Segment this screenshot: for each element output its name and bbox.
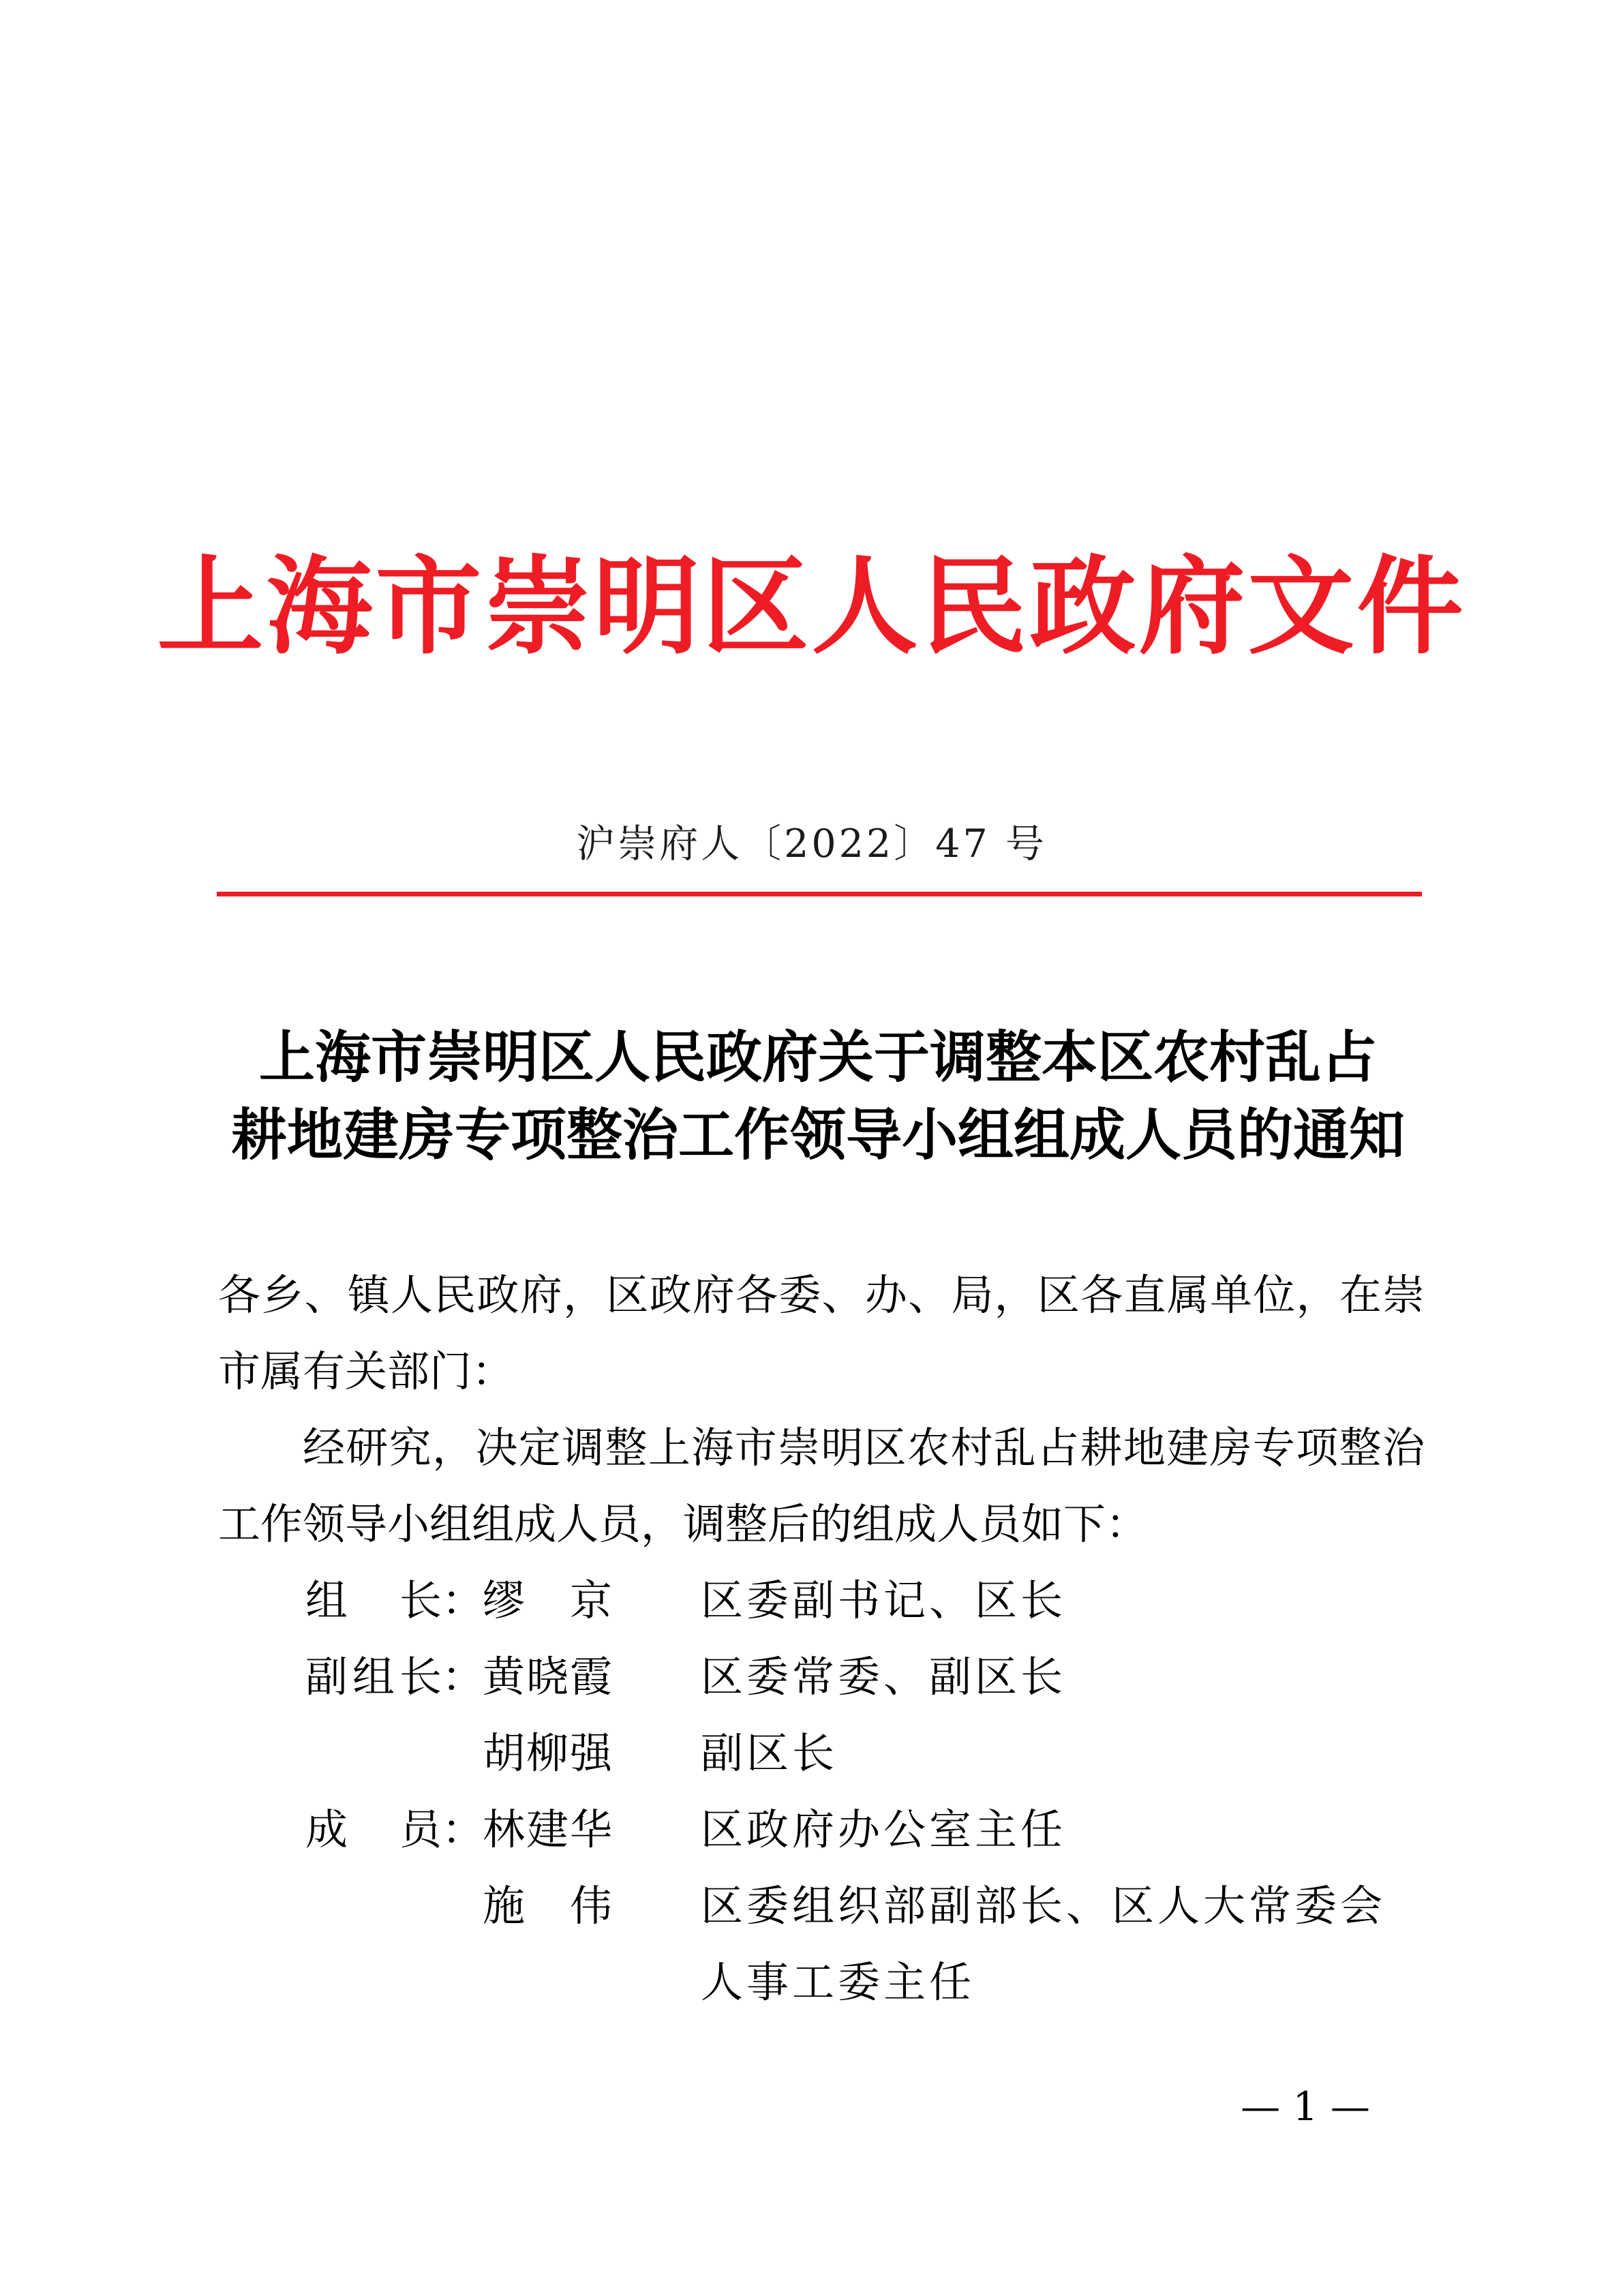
member-row [218, 1639, 1425, 1715]
title-line-2: 耕地建房专项整治工作领导小组组成人员的通知 [230, 1102, 1405, 1168]
document-title [204, 1018, 1431, 1174]
member-name: 施伟 [483, 1881, 612, 1931]
member-name: 胡柳强 [483, 1728, 612, 1778]
red-separator-line [217, 892, 1422, 896]
member-row [218, 1562, 1425, 1639]
member-post: 区委组织部副部长、区人大常委会 [701, 1881, 1386, 1931]
addressee-line-1: 各乡、镇人民政府，区政府各委、办、局，区各直属单位，在崇 [218, 1270, 1425, 1320]
member-row [218, 1868, 1425, 1944]
member-row [218, 1792, 1425, 1868]
member-name: 缪京 [483, 1575, 612, 1625]
body-line-2: 工作领导小组组成人员，调整后的组成人员如下： [218, 1499, 1149, 1549]
member-post: 区委副书记、区长 [701, 1575, 1067, 1625]
document-number: 沪崇府人〔2022〕47 号 [576, 821, 1047, 866]
member-colon: ： [442, 1804, 485, 1854]
member-post: 区政府办公室主任 [701, 1804, 1067, 1854]
member-role: 成员 [305, 1804, 442, 1854]
member-role: 副组长 [305, 1652, 442, 1702]
title-line-1: 上海市崇明区人民政府关于调整本区农村乱占 [258, 1025, 1377, 1090]
member-post: 副区长 [701, 1728, 838, 1778]
member-post: 人事工委主任 [701, 1957, 975, 2007]
member-name: 林建华 [483, 1804, 612, 1854]
member-row [218, 1715, 1425, 1792]
member-name: 黄晓霞 [483, 1652, 612, 1702]
member-role: 组长 [305, 1575, 442, 1625]
member-colon: ： [442, 1575, 485, 1625]
body-line-1: 经研究，决定调整上海市崇明区农村乱占耕地建房专项整治 [303, 1423, 1425, 1472]
addressee-line-2: 市属有关部门： [218, 1346, 515, 1396]
page-number: — 1 — [1241, 2083, 1370, 2130]
member-colon: ： [442, 1652, 485, 1702]
document-masthead: 上海市崇明区人民政府文件 [157, 544, 1466, 669]
member-row [218, 1944, 1425, 2021]
member-post: 区委常委、副区长 [701, 1652, 1067, 1702]
